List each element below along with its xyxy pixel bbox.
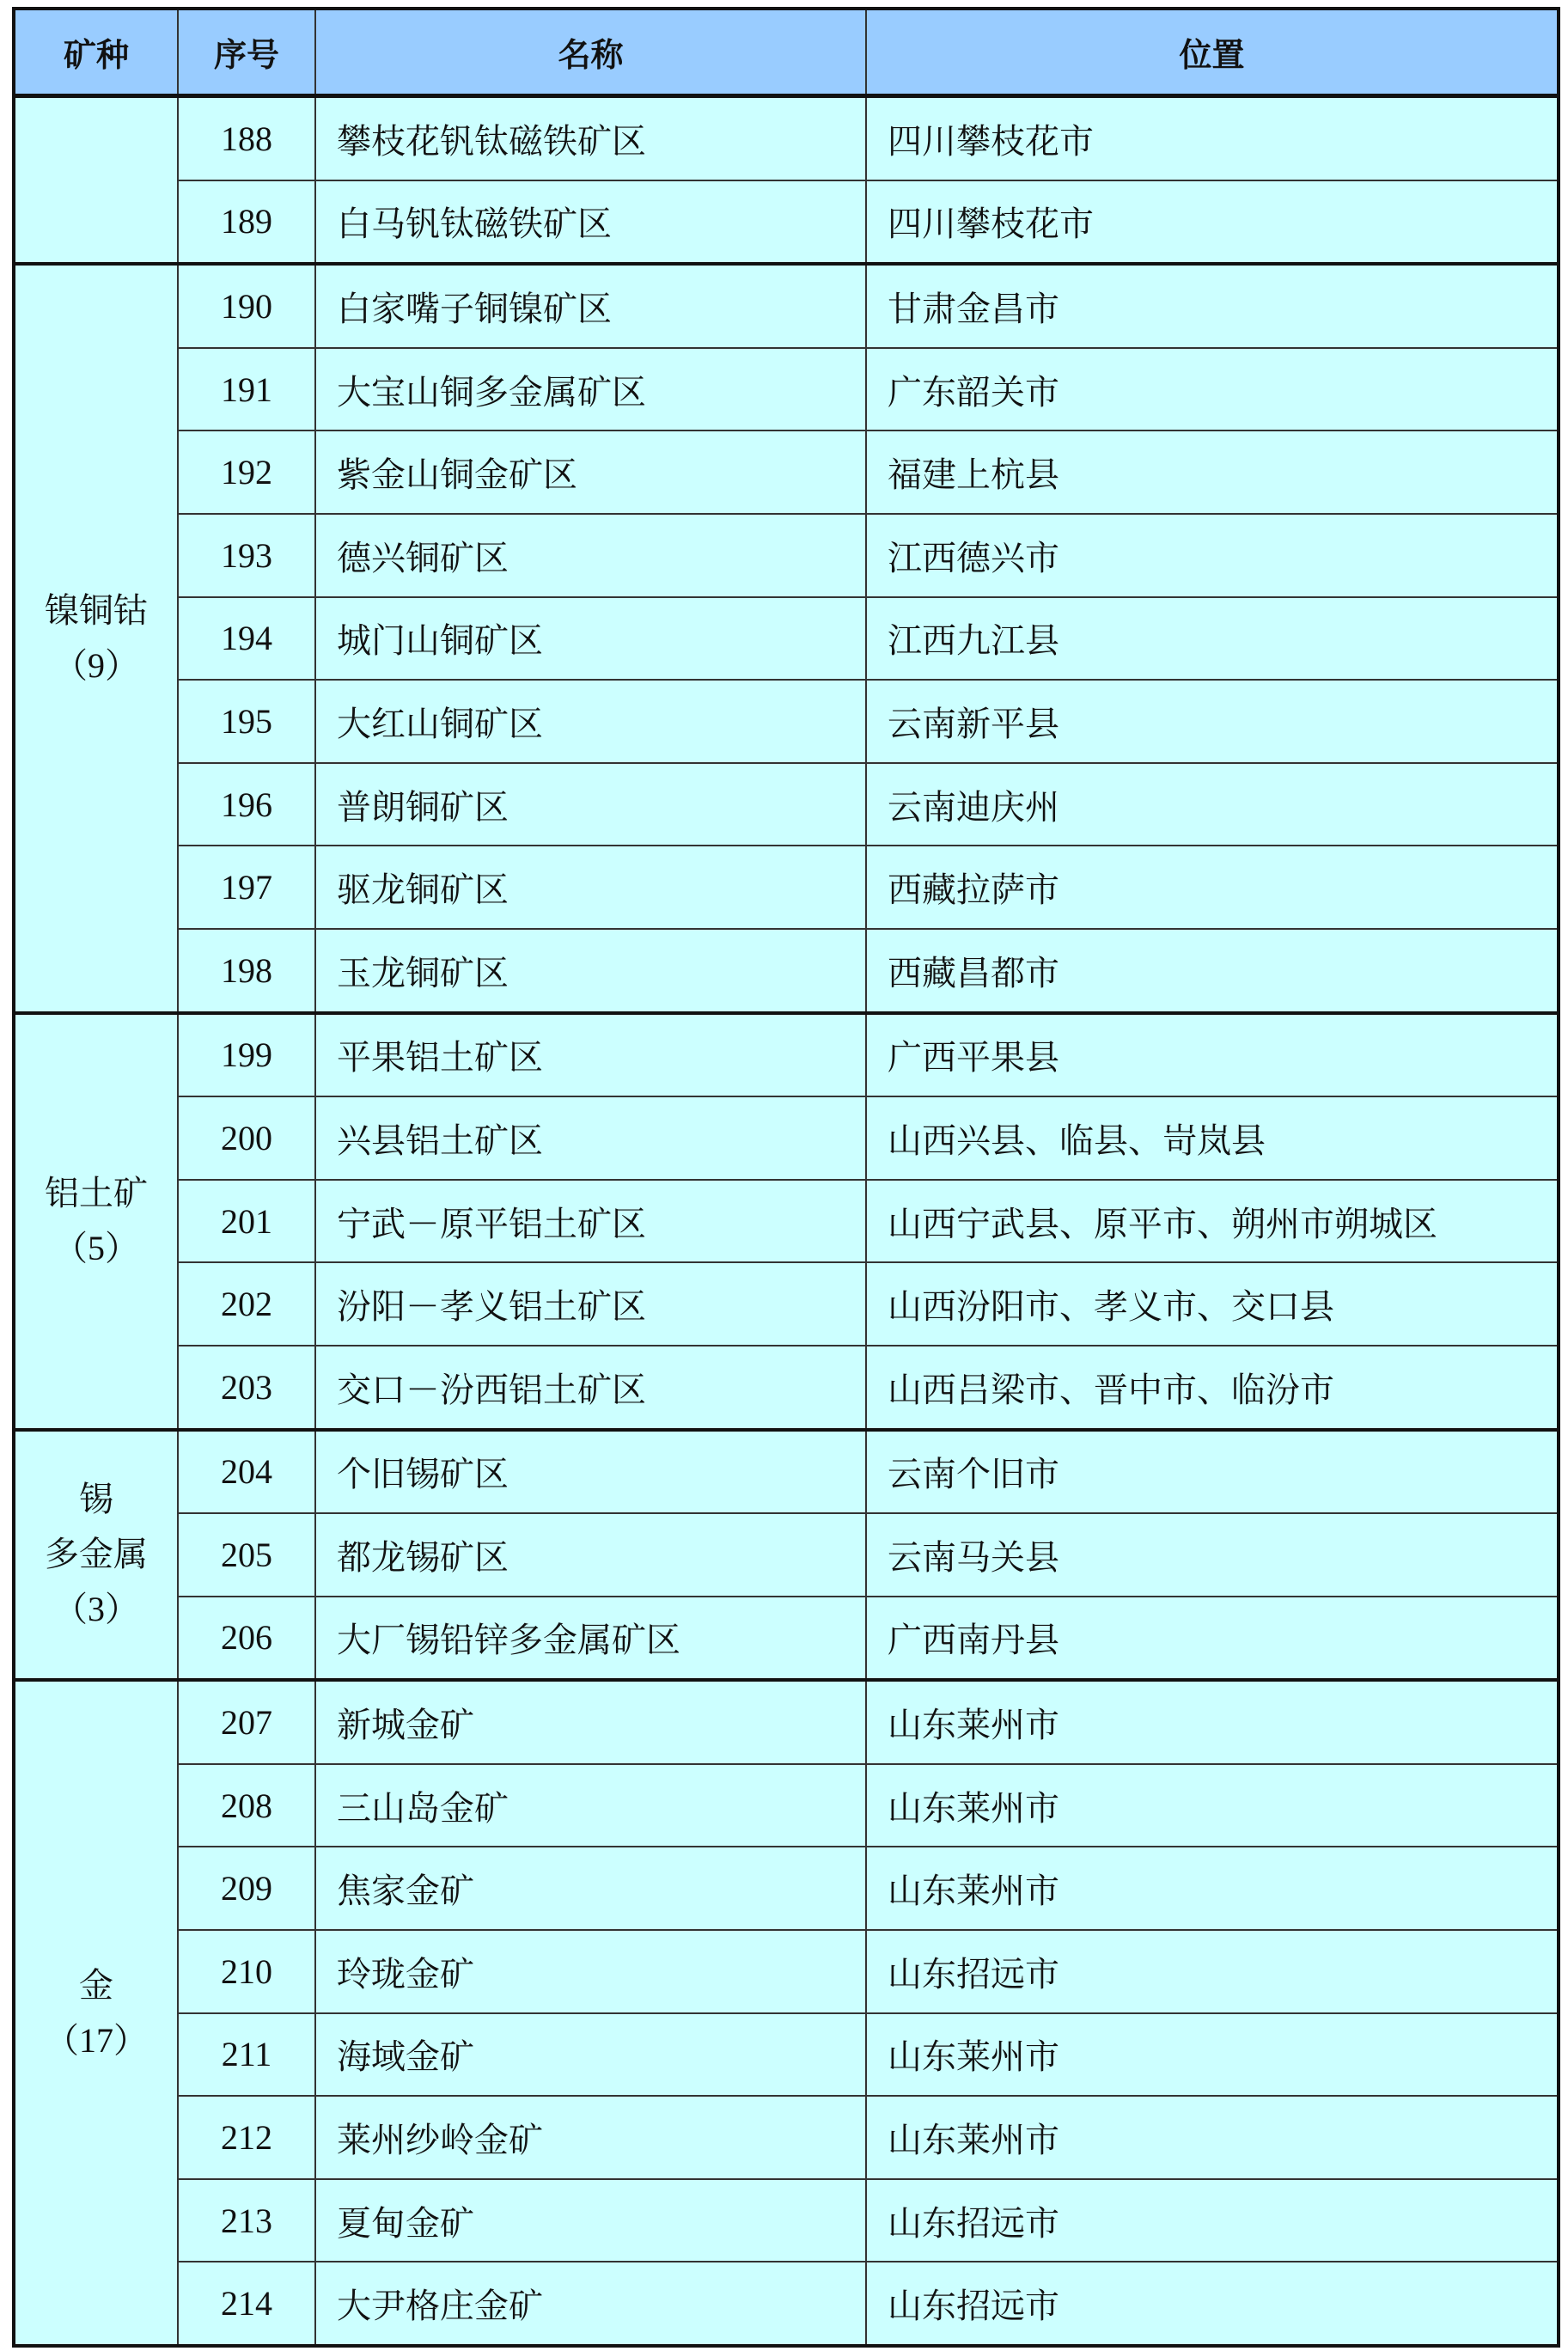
- location-cell: 江西九江县: [866, 597, 1559, 681]
- table-row: [14, 2013, 1559, 2097]
- table-row: [14, 1262, 1559, 1346]
- location-cell: 山东招远市: [866, 2262, 1559, 2346]
- mineral-kind-cell: [14, 264, 178, 1012]
- serial-number-cell: 214: [178, 2262, 315, 2346]
- mineral-kind-label: 多金属: [45, 1535, 148, 1574]
- header-no: 序号: [178, 9, 315, 96]
- serial-number-cell: 201: [178, 1180, 315, 1263]
- location-cell: 山东莱州市: [866, 1847, 1559, 1930]
- location-cell: 云南迪庆州: [866, 763, 1559, 846]
- mine-name-cell: 兴县铝土矿区: [315, 1096, 866, 1180]
- serial-number-cell: 203: [178, 1346, 315, 1430]
- table-row: [14, 1680, 1559, 1764]
- serial-number-cell: 189: [178, 180, 315, 265]
- location-cell: 云南个旧市: [866, 1430, 1559, 1514]
- serial-number-cell: 199: [178, 1013, 315, 1097]
- location-cell: 山西吕梁市、晋中市、临汾市: [866, 1346, 1559, 1430]
- location-cell: 江西德兴市: [866, 514, 1559, 597]
- serial-number-cell: 204: [178, 1430, 315, 1514]
- table-row: [14, 1013, 1559, 1097]
- mineral-kind-cell: [14, 1013, 178, 1430]
- table-row: [14, 1096, 1559, 1180]
- table-row: [14, 180, 1559, 265]
- location-cell: 云南新平县: [866, 680, 1559, 763]
- location-cell: 山西汾阳市、孝义市、交口县: [866, 1262, 1559, 1346]
- mine-name-cell: 海域金矿: [315, 2013, 866, 2097]
- location-cell: 甘肃金昌市: [866, 264, 1559, 348]
- serial-number-cell: 209: [178, 1847, 315, 1930]
- table-row: [14, 264, 1559, 348]
- serial-number-cell: 190: [178, 264, 315, 348]
- mine-name-cell: 个旧锡矿区: [315, 1430, 866, 1514]
- serial-number-cell: 192: [178, 431, 315, 514]
- location-cell: 四川攀枝花市: [866, 180, 1559, 265]
- mineral-kind-count: （3）: [53, 1590, 139, 1629]
- mine-name-cell: 大红山铜矿区: [315, 680, 866, 763]
- serial-number-cell: 194: [178, 597, 315, 681]
- mineral-kind-cell: [14, 1680, 178, 2346]
- mine-name-cell: 焦家金矿: [315, 1847, 866, 1930]
- location-cell: 云南马关县: [866, 1513, 1559, 1597]
- location-cell: 山西宁武县、原平市、朔州市朔城区: [866, 1180, 1559, 1263]
- mine-name-cell: 攀枝花钒钛磁铁矿区: [315, 96, 866, 180]
- mine-name-cell: 大厂锡铅锌多金属矿区: [315, 1597, 866, 1681]
- table-row: [14, 1180, 1559, 1263]
- mine-name-cell: 驱龙铜矿区: [315, 846, 866, 929]
- location-cell: 山西兴县、临县、岢岚县: [866, 1096, 1559, 1180]
- mine-name-cell: 都龙锡矿区: [315, 1513, 866, 1597]
- mine-name-cell: 大宝山铜多金属矿区: [315, 348, 866, 431]
- header-kind: 矿种: [14, 9, 178, 96]
- location-cell: 山东莱州市: [866, 1764, 1559, 1847]
- table-row: [14, 348, 1559, 431]
- serial-number-cell: 208: [178, 1764, 315, 1847]
- location-cell: 山东莱州市: [866, 2013, 1559, 2097]
- header-name: 名称: [315, 9, 866, 96]
- mine-name-cell: 莱州纱岭金矿: [315, 2096, 866, 2179]
- location-cell: 西藏昌都市: [866, 929, 1559, 1013]
- serial-number-cell: 200: [178, 1096, 315, 1180]
- serial-number-cell: 207: [178, 1680, 315, 1764]
- mineral-kind-label: 镍铜钴: [45, 590, 148, 630]
- table-row: [14, 514, 1559, 597]
- mineral-kind-count: （17）: [45, 2020, 148, 2060]
- mine-name-cell: 白家嘴子铜镍矿区: [315, 264, 866, 348]
- header-row: [14, 9, 1559, 96]
- serial-number-cell: 213: [178, 2179, 315, 2262]
- mineral-kind-count: （9）: [53, 645, 139, 685]
- table-row: [14, 1430, 1559, 1514]
- serial-number-cell: 206: [178, 1597, 315, 1681]
- table-row: [14, 2096, 1559, 2179]
- table-row: [14, 763, 1559, 846]
- serial-number-cell: 210: [178, 1930, 315, 2013]
- mineral-kind-cell: [14, 96, 178, 265]
- table-row: [14, 96, 1559, 180]
- mineral-kind-label: 锡: [79, 1480, 113, 1519]
- mineral-kind-label: 铝土矿: [45, 1174, 148, 1213]
- mine-name-cell: 普朗铜矿区: [315, 763, 866, 846]
- table-row: [14, 1930, 1559, 2013]
- table-row: [14, 846, 1559, 929]
- serial-number-cell: 191: [178, 348, 315, 431]
- serial-number-cell: 188: [178, 96, 315, 180]
- mine-name-cell: 三山岛金矿: [315, 1764, 866, 1847]
- location-cell: 西藏拉萨市: [866, 846, 1559, 929]
- mine-name-cell: 交口－汾西铝土矿区: [315, 1346, 866, 1430]
- location-cell: 福建上杭县: [866, 431, 1559, 514]
- table-row: [14, 1847, 1559, 1930]
- location-cell: 山东招远市: [866, 1930, 1559, 2013]
- location-cell: 广西平果县: [866, 1013, 1559, 1097]
- mine-name-cell: 玲珑金矿: [315, 1930, 866, 2013]
- location-cell: 广东韶关市: [866, 348, 1559, 431]
- table-row: [14, 1346, 1559, 1430]
- mine-name-cell: 白马钒钛磁铁矿区: [315, 180, 866, 265]
- serial-number-cell: 205: [178, 1513, 315, 1597]
- mine-name-cell: 城门山铜矿区: [315, 597, 866, 681]
- table-row: [14, 1597, 1559, 1681]
- serial-number-cell: 196: [178, 763, 315, 846]
- mine-name-cell: 大尹格庄金矿: [315, 2262, 866, 2346]
- serial-number-cell: 198: [178, 929, 315, 1013]
- mineral-kind-count: （5）: [53, 1229, 139, 1268]
- table-row: [14, 929, 1559, 1013]
- header-location: 位置: [866, 9, 1559, 96]
- serial-number-cell: 211: [178, 2013, 315, 2097]
- serial-number-cell: 195: [178, 680, 315, 763]
- table-body: [14, 96, 1559, 2347]
- table-row: [14, 2179, 1559, 2262]
- mine-name-cell: 新城金矿: [315, 1680, 866, 1764]
- mine-name-cell: 紫金山铜金矿区: [315, 431, 866, 514]
- mine-name-cell: 德兴铜矿区: [315, 514, 866, 597]
- mine-name-cell: 宁武－原平铝土矿区: [315, 1180, 866, 1263]
- mineral-table: [12, 7, 1560, 2348]
- location-cell: 山东莱州市: [866, 2096, 1559, 2179]
- table-row: [14, 1513, 1559, 1597]
- location-cell: 广西南丹县: [866, 1597, 1559, 1681]
- mineral-kind-label: 金: [79, 1965, 113, 2005]
- serial-number-cell: 197: [178, 846, 315, 929]
- serial-number-cell: 212: [178, 2096, 315, 2179]
- table-row: [14, 1764, 1559, 1847]
- mineral-kind-cell: [14, 1430, 178, 1681]
- mine-name-cell: 汾阳－孝义铝土矿区: [315, 1262, 866, 1346]
- mine-name-cell: 平果铝土矿区: [315, 1013, 866, 1097]
- table-row: [14, 680, 1559, 763]
- location-cell: 山东莱州市: [866, 1680, 1559, 1764]
- table-row: [14, 431, 1559, 514]
- location-cell: 山东招远市: [866, 2179, 1559, 2262]
- mine-name-cell: 玉龙铜矿区: [315, 929, 866, 1013]
- table-row: [14, 597, 1559, 681]
- table-row: [14, 2262, 1559, 2346]
- mine-name-cell: 夏甸金矿: [315, 2179, 866, 2262]
- serial-number-cell: 202: [178, 1262, 315, 1346]
- location-cell: 四川攀枝花市: [866, 96, 1559, 180]
- serial-number-cell: 193: [178, 514, 315, 597]
